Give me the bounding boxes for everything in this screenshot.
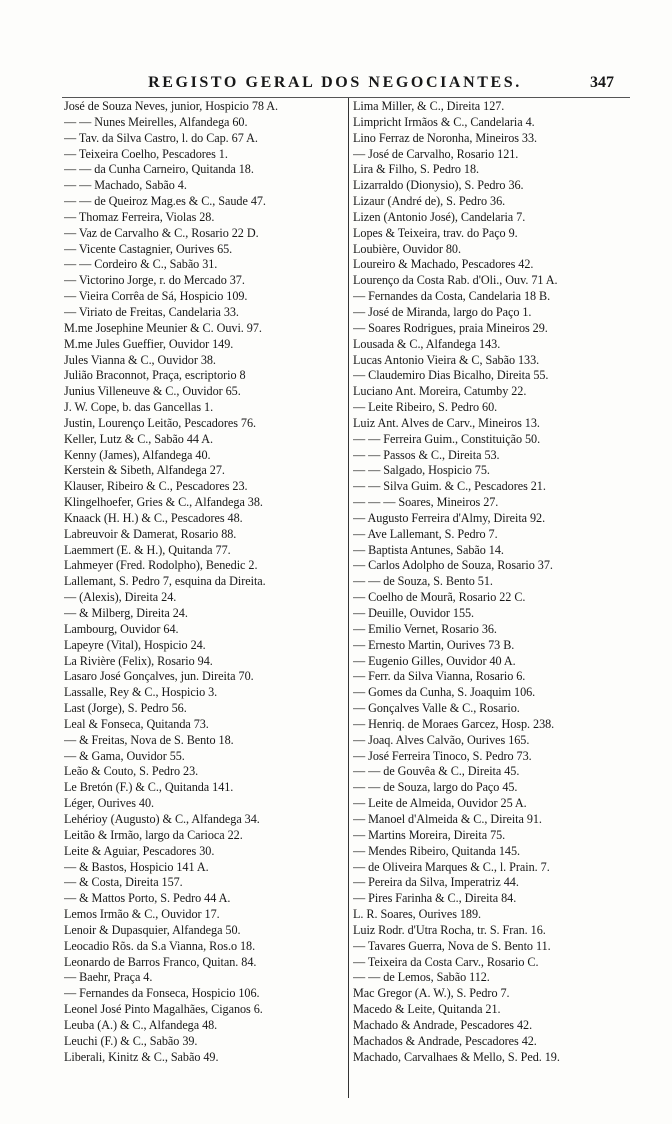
directory-entry: Le Bretón (F.) & C., Quitanda 141. [64,780,234,795]
directory-entry: Klingelhoefer, Gries & C., Alfandega 38. [64,495,263,510]
directory-entry: La Rivière (Felix), Rosario 94. [64,653,213,668]
directory-entry: — Pires Farinha & C., Direita 84. [353,891,517,906]
directory-entry: Limpricht Irmãos & C., Candelaria 4. [353,114,535,129]
directory-entry: — Fernandes da Fonseca, Hospicio 106. [64,986,260,1001]
directory-entry: Loureiro & Machado, Pescadores 42. [353,257,534,272]
directory-entry: — Teixeira da Costa Carv., Rosario C. [353,954,539,969]
directory-entry: — Coelho de Mourã, Rosario 22 C. [353,590,526,605]
directory-entry: Leão & Couto, S. Pedro 23. [64,764,199,779]
directory-entry: — Vieira Corrêa de Sá, Hospicio 109. [64,289,248,304]
directory-entry: Leite & Aguiar, Pescadores 30. [64,843,215,858]
directory-entry: Mac Gregor (A. W.), S. Pedro 7. [353,986,510,1001]
directory-entry: — Leite Ribeiro, S. Pedro 60. [353,400,498,415]
directory-entry: — — de Souza, largo do Paço 45. [353,780,518,795]
directory-entry: Macedo & Leite, Quitanda 21. [353,1002,501,1017]
directory-entry: Lahmeyer (Fred. Rodolpho), Benedic 2. [64,558,258,573]
directory-entry: Justin, Lourenço Leitão, Pescadores 76. [64,415,256,430]
directory-entry: — Joaq. Alves Calvão, Ourives 165. [353,732,530,747]
directory-entry: — Vaz de Carvalho & C., Rosario 22 D. [64,225,259,240]
directory-entry: Lambourg, Ouvidor 64. [64,621,179,636]
directory-entry: Lizaur (André de), S. Pedro 36. [353,194,506,209]
directory-entry: — Eugenio Gilles, Ouvidor 40 A. [353,653,516,668]
directory-entry: J. W. Cope, b. das Gancellas 1. [64,400,214,415]
directory-entry: — Emilio Vernet, Rosario 36. [353,621,497,636]
directory-entry: — Tav. da Silva Castro, l. do Cap. 67 A. [64,130,258,145]
directory-entry: Julião Braconnot, Praça, escriptorio 8 [64,368,246,383]
directory-entry: L. R. Soares, Ourives 189. [353,907,482,922]
directory-entry: — Baptista Antunes, Sabão 14. [353,542,504,557]
directory-entry: — Fernandes da Costa, Candelaria 18 B. [353,289,551,304]
directory-entry: — Victorino Jorge, r. do Mercado 37. [64,273,245,288]
directory-entry: — — de Gouvêa & C., Direita 45. [353,764,520,779]
directory-entry: Lallemant, S. Pedro 7, esquina da Direita. [64,574,266,589]
directory-entry: — Claudemiro Dias Bicalho, Direita 55. [353,368,549,383]
directory-entry: — & Milberg, Direita 24. [64,606,188,620]
directory-entry: Leonel José Pinto Magalhães, Ciganos 6. [64,1002,263,1017]
directory-entry: — Augusto Ferreira d'Almy, Direita 92. [353,510,546,525]
directory-entry: — Vicente Castagnier, Ourives 65. [64,241,233,256]
directory-entry: Lehérioy (Augusto) & C., Alfandega 34. [64,811,260,826]
directory-entry: Kenny (James), Alfandega 40. [64,447,211,462]
column-divider [348,98,349,1098]
page-header [0,72,672,96]
page-number: 347 [590,74,614,91]
directory-entry: Luiz Ant. Alves de Carv., Mineiros 13. [353,415,540,430]
directory-entry: Lino Ferraz de Noronha, Mineiros 33. [353,130,538,145]
directory-entry: — Carlos Adolpho de Souza, Rosario 37. [353,558,553,573]
page-title: REGISTO GERAL DOS NEGOCIANTES. [148,74,522,91]
left-column [64,99,346,1065]
directory-entry: — Martins Moreira, Direita 75. [353,827,506,842]
directory-entry: — Baehr, Praça 4. [64,970,153,985]
directory-entry: M.me Josephine Meunier & C. Ouvi. 97. [64,320,262,335]
directory-entry: — & Gama, Ouvidor 55. [64,748,185,763]
directory-entry: Léger, Ourives 40. [64,796,154,811]
directory-entry: José de Souza Neves, junior, Hospicio 78 A. [64,99,278,113]
directory-entry: — — de Queiroz Mag.es & C., Saude 47. [64,194,266,209]
directory-entry: Liberali, Kinitz & C., Sabão 49. [64,1049,219,1064]
directory-entry: — — de Souza, S. Bento 51. [353,574,493,589]
directory-entry: Lima Miller, & C., Direita 127. [353,99,505,113]
directory-entry: — — Nunes Meirelles, Alfandega 60. [64,114,248,129]
directory-entry: Keller, Lutz & C., Sabão 44 A. [64,431,213,446]
right-column [353,99,625,1065]
directory-entry: — — — Soares, Mineiros 27. [353,495,499,510]
directory-entry: Luiz Rodr. d'Utra Rocha, tr. S. Fran. 16. [353,922,546,937]
directory-entry: — & Freitas, Nova de S. Bento 18. [64,732,234,747]
directory-entry: — & Bastos, Hospicio 141 A. [64,859,209,874]
directory-entry: Labreuvoir & Damerat, Rosario 88. [64,526,237,541]
directory-entry: — — de Lemos, Sabão 112. [353,970,490,985]
directory-entry: — — Ferreira Guim., Constituição 50. [353,431,541,446]
directory-entry: Leocadio Rõs. da S.a Vianna, Ros.o 18. [64,938,256,953]
directory-entry: — Tavares Guerra, Nova de S. Bento 11. [353,938,551,953]
directory-entry: Kerstein & Sibeth, Alfandega 27. [64,463,225,478]
directory-entry: — Gomes da Cunha, S. Joaquim 106. [353,685,536,700]
directory-entry: — Soares Rodrigues, praia Mineiros 29. [353,320,548,335]
directory-entry: Lenoir & Dupasquier, Alfandega 50. [64,922,241,937]
directory-entry: — & Mattos Porto, S. Pedro 44 A. [64,891,231,906]
directory-entry: Klauser, Ribeiro & C., Pescadores 23. [64,479,248,494]
directory-entry: — Henriq. de Moraes Garcez, Hosp. 238. [353,716,555,731]
directory-entry: — — Salgado, Hospicio 75. [353,463,490,478]
directory-entry: — José de Carvalho, Rosario 121. [353,146,519,161]
directory-entry: — Pereira da Silva, Imperatriz 44. [353,875,519,890]
directory-entry: Lopes & Teixeira, trav. do Paço 9. [353,225,518,240]
directory-entry: — (Alexis), Direita 24. [64,590,177,605]
directory-entry: — — Silva Guim. & C., Pescadores 21. [353,479,546,494]
directory-entry: Machado, Carvalhaes & Mello, S. Ped. 19. [353,1049,560,1064]
directory-entry: Lourenço da Costa Rab. d'Oli., Ouv. 71 A. [353,273,558,288]
directory-entry: — Leite de Almeida, Ouvidor 25 A. [353,796,527,811]
directory-entry: Leuba (A.) & C., Alfandega 48. [64,1017,218,1032]
directory-entry: — Ernesto Martin, Ourives 73 B. [353,637,515,652]
directory-entry: — — Machado, Sabão 4. [64,178,187,193]
directory-entry: — Mendes Ribeiro, Quitanda 145. [353,843,521,858]
directory-entry: — Viriato de Freitas, Candelaria 33. [64,304,239,319]
directory-entry: — José Ferreira Tinoco, S. Pedro 73. [353,748,532,763]
directory-entry: — Ave Lallemant, S. Pedro 7. [353,526,498,541]
directory-entry: — José de Miranda, largo do Paço 1. [353,304,532,319]
directory-entry: Knaack (H. H.) & C., Pescadores 48. [64,510,243,525]
directory-entry: M.me Jules Gueffier, Ouvidor 149. [64,336,234,351]
directory-entry: Lira & Filho, S. Pedro 18. [353,162,479,177]
directory-entry: Leonardo de Barros Franco, Quitan. 84. [64,954,257,969]
directory-entry: Lucas Antonio Vieira & C, Sabão 133. [353,352,540,367]
directory-entry: Luciano Ant. Moreira, Catumby 22. [353,384,527,399]
directory-entry: Lousada & C., Alfandega 143. [353,336,501,351]
directory-entry: — Thomaz Ferreira, Violas 28. [64,209,215,224]
directory-entry: Junius Villeneuve & C., Ouvidor 65. [64,384,241,399]
directory-entry: Lizarraldo (Dionysio), S. Pedro 36. [353,178,524,193]
directory-entry: — Manoel d'Almeida & C., Direita 91. [353,811,542,826]
directory-entry: — Ferr. da Silva Vianna, Rosario 6. [353,669,526,684]
directory-entry: — Teixeira Coelho, Pescadores 1. [64,146,228,161]
directory-entry: — — Cordeiro & C., Sabão 31. [64,257,218,272]
header-rule [62,97,630,98]
directory-entry: Last (Jorge), S. Pedro 56. [64,701,187,716]
directory-entry: Jules Vianna & C., Ouvidor 38. [64,352,216,367]
directory-entry: Lizen (Antonio José), Candelaria 7. [353,209,526,224]
directory-entry: Machados & Andrade, Pescadores 42. [353,1033,537,1048]
directory-entry: — de Oliveira Marques & C., l. Prain. 7. [353,859,550,874]
directory-entry: — — Passos & C., Direita 53. [353,447,500,462]
directory-entry: Machado & Andrade, Pescadores 42. [353,1017,533,1032]
directory-entry: — — da Cunha Carneiro, Quitanda 18. [64,162,254,177]
directory-entry: Leal & Fonseca, Quitanda 73. [64,716,209,731]
directory-entry: Leuchi (F.) & C., Sabão 39. [64,1033,198,1048]
directory-entry: Laemmert (E. & H.), Quitanda 77. [64,542,231,557]
directory-entry: Lemos Irmão & C., Ouvidor 17. [64,907,220,922]
directory-entry: Lassalle, Rey & C., Hospicio 3. [64,685,218,700]
directory-entry: — Gonçalves Valle & C., Rosario. [353,701,520,716]
directory-entry: — Deuille, Ouvidor 155. [353,606,475,620]
directory-entry: Leitão & Irmão, largo da Carioca 22. [64,827,243,842]
directory-entry: Loubière, Ouvidor 80. [353,241,461,256]
directory-entry: — & Costa, Direita 157. [64,875,183,890]
directory-entry: Lapeyre (Vital), Hospicio 24. [64,637,206,652]
directory-entry: Lasaro José Gonçalves, jun. Direita 70. [64,669,254,684]
